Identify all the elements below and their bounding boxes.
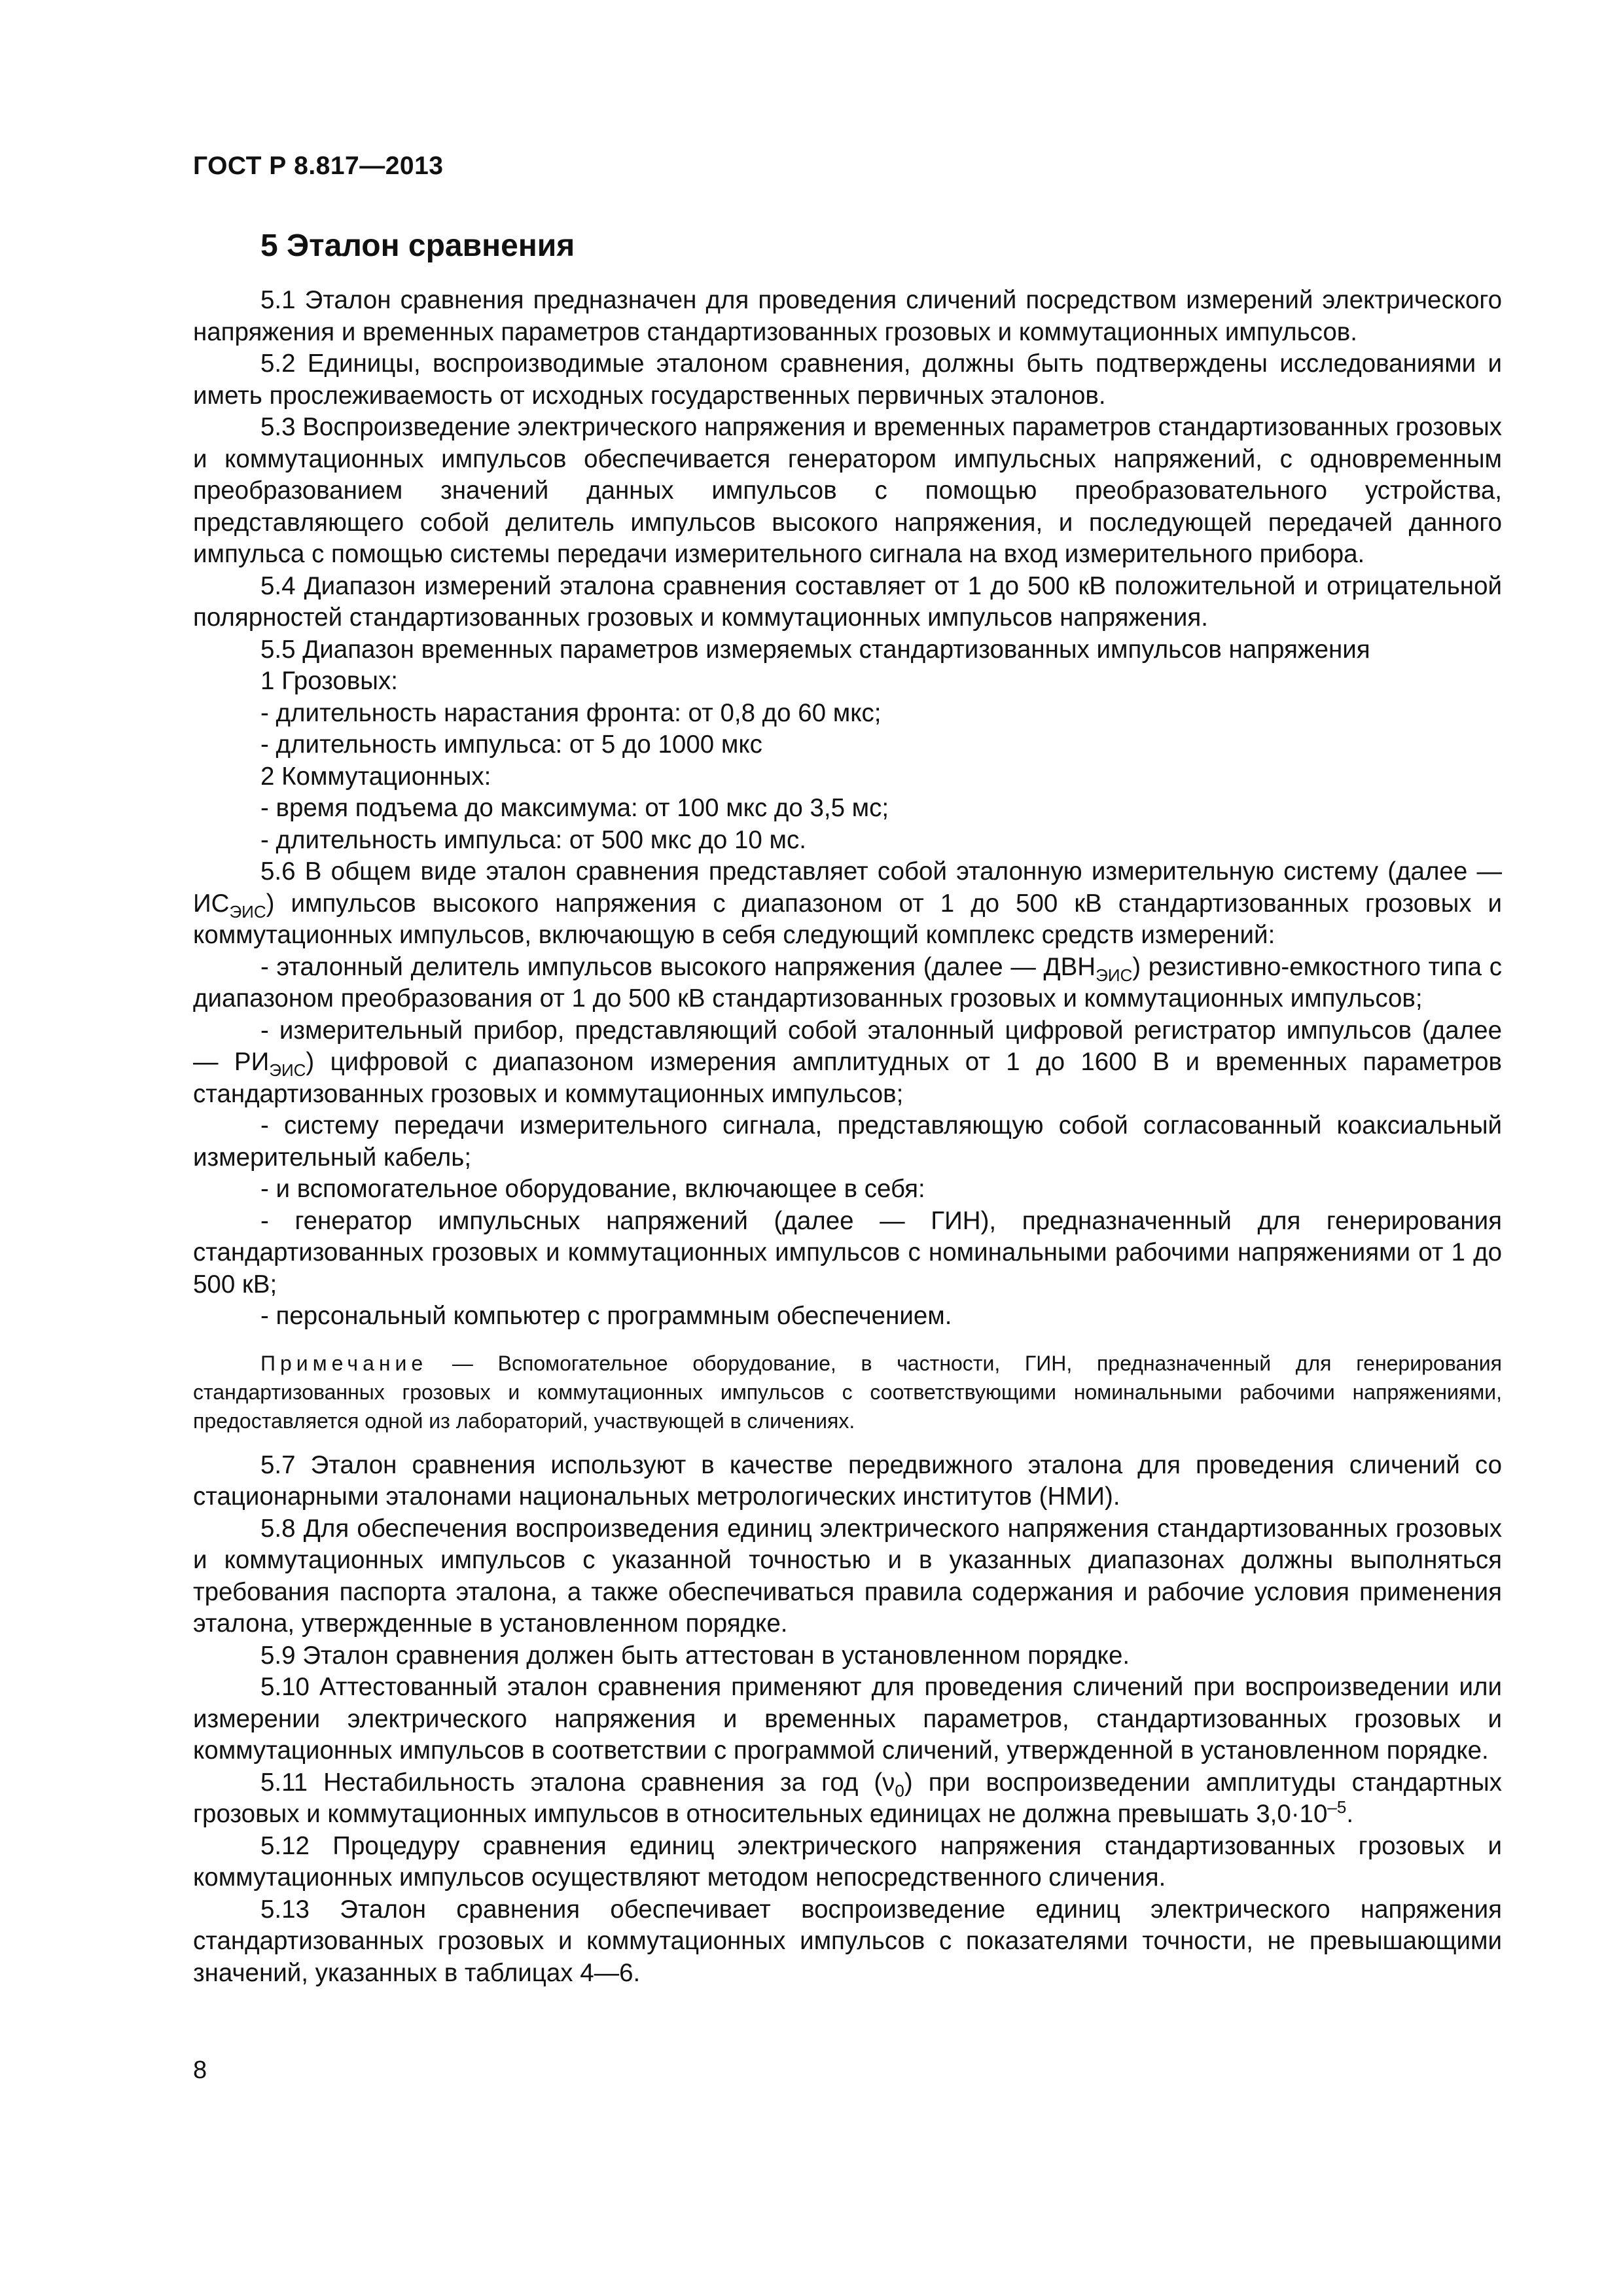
text-run: . [1346,1800,1354,1828]
text-run: ) цифровой с диапазоном измерения амплитудных от 1 до 1600 В и временных параметров стандартизованных грозовых и коммутационных импульсов; [193,1048,1502,1108]
paragraph-5-5: 5.5 Диапазон временных параметров измеряемых стандартизованных импульсов напряжения [260,635,1370,664]
paragraph-5-4: 5.4 Диапазон измерений эталона сравнения составляет от 1 до 500 кВ положительной и отрицательной полярностей стандартизованных грозовых и коммутационных импульсов напряжения. [193,571,1502,632]
paragraph-5-10: 5.10 Аттестованный эталон сравнения применяют для проведения сличений при воспроизведении или измерении электрического напряжения и временных параметров, стандартизованных грозовых и коммутационных импульсов в соответствии с программой сличений, утвержденной в установленном порядке. [193,1673,1502,1765]
list-item: - персональный компьютер с программным обеспечением. [260,1302,952,1330]
note-label: Примечание [260,1351,428,1375]
list-item: - систему передачи измерительного сигнала, представляющую собой согласованный коаксиальный измерительный кабель; [193,1111,1502,1172]
document-body [193,285,1502,1989]
list-item: - генератор импульсных напряжений (далее — ГИН), предназначенный для генерирования стандартизованных грозовых и коммутационных импульсов с номинальными рабочими напряжениями от 1 до 500 кВ; [193,1206,1502,1299]
text-run: - эталонный делитель импульсов высокого напряжения (далее — ДВН [260,952,1096,981]
text-run: 5.11 Нестабильность эталона сравнения за год (ν [260,1768,895,1797]
paragraph-5-12: 5.12 Процедуру сравнения единиц электрического напряжения стандартизованных грозовых и коммутационных импульсов осуществляют методом непосредственного сличения. [193,1831,1502,1892]
note-text: — Вспомогательное оборудование, в частности, ГИН, предназначенный для генерирования стандартизованных грозовых и коммутационных импульсов с соответствующими номинальными рабочими напряжениями, предоставляется одной из лабораторий, участвующей в сличениях. [193,1351,1502,1433]
section-title: 5 Эталон сравнения [260,228,575,263]
paragraph-5-6 [193,856,1502,952]
list-item: - длительность импульса: от 5 до 1000 мкс [260,730,762,759]
subscript: ЭИС [1096,965,1133,985]
list-item: - длительность импульса: от 500 мкс до 10 мс. [260,825,806,854]
page-number: 8 [193,2056,207,2084]
note [193,1349,1502,1435]
subscript: ЭИС [229,901,266,922]
text-run: ) при воспроизведении амплитуды стандартных грозовых и коммутационных импульсов в относительных единицах не должна превышать 3,0·10 [193,1768,1502,1828]
paragraph-5-7: 5.7 Эталон сравнения используют в качестве передвижного эталона для проведения сличений со стационарными эталонами национальных метрологических институтов (НМИ). [193,1450,1502,1511]
superscript: –5 [1327,1797,1347,1817]
paragraph-5-11 [193,1767,1502,1831]
list-item: - и вспомогательное оборудование, включающее в себя: [260,1175,925,1203]
paragraph-5-9: 5.9 Эталон сравнения должен быть аттестован в установленном порядке. [260,1641,1130,1670]
text-run: 5.6 В общем виде эталон сравнения представляет собой эталонную измерительную систему (далее — ИС [193,857,1502,918]
text-run: ) резистивно-емкостного типа с диапазоном преобразования от 1 до 500 кВ стандартизованных грозовых и коммутационных импульсов; [193,952,1503,1013]
list-item: - длительность нарастания фронта: от 0,8 до 60 мкс; [260,698,882,727]
list-heading-switching: 2 Коммутационных: [260,762,491,791]
paragraph-5-3: 5.3 Воспроизведение электрического напряжения и временных параметров стандартизованных грозовых и коммутационных импульсов обеспечивается генератором импульсных напряжений, с одновременным преобразованием значений данных импульсов с помощью преобразовательного устройства, представляющего собой делитель импульсов высокого напряжения, и последующей передачей данного импульса с помощью системы передачи измерительного сигнала на вход измерительного прибора. [193,413,1502,568]
paragraph-5-2: 5.2 Единицы, воспроизводимые эталоном сравнения, должны быть подтверждены исследованиями и иметь прослеживаемость от исходных государственных первичных эталонов. [193,350,1502,410]
paragraph-5-13: 5.13 Эталон сравнения обеспечивает воспроизведение единиц электрического напряжения стандартизованных грозовых и коммутационных импульсов с показателями точности, не превышающими значений, указанных в таблицах 4—6. [193,1895,1502,1987]
subscript: ЭИС [269,1060,306,1080]
subscript: 0 [895,1780,904,1801]
paragraph-5-8: 5.8 Для обеспечения воспроизведения единиц электрического напряжения стандартизованных грозовых и коммутационных импульсов с указанной точностью и в указанных диапазонах должны выполняться требования паспорта эталона, а также обеспечиваться правила содержания и рабочие условия применения эталона, утвержденные в установленном порядке. [193,1514,1502,1638]
list-item: - время подъема до максимума: от 100 мкс до 3,5 мс; [260,794,889,822]
list-heading-lightning: 1 Грозовых: [260,667,398,695]
paragraph-5-1: 5.1 Эталон сравнения предназначен для проведения сличений посредством измерений электрического напряжения и временных параметров стандартизованных грозовых и коммутационных импульсов. [193,286,1502,346]
list-item [193,1015,1502,1111]
text-run: ) импульсов высокого напряжения с диапазоном от 1 до 500 кВ стандартизованных грозовых и коммутационных импульсов, включающую в себя следующий комплекс средств измерений: [193,889,1502,949]
list-item [193,952,1502,1015]
text-run: - измерительный прибор, представляющий собой эталонный цифровой регистратор импульсов (далее — РИ [193,1016,1502,1076]
standard-code-header: ГОСТ Р 8.817—2013 [193,152,444,180]
